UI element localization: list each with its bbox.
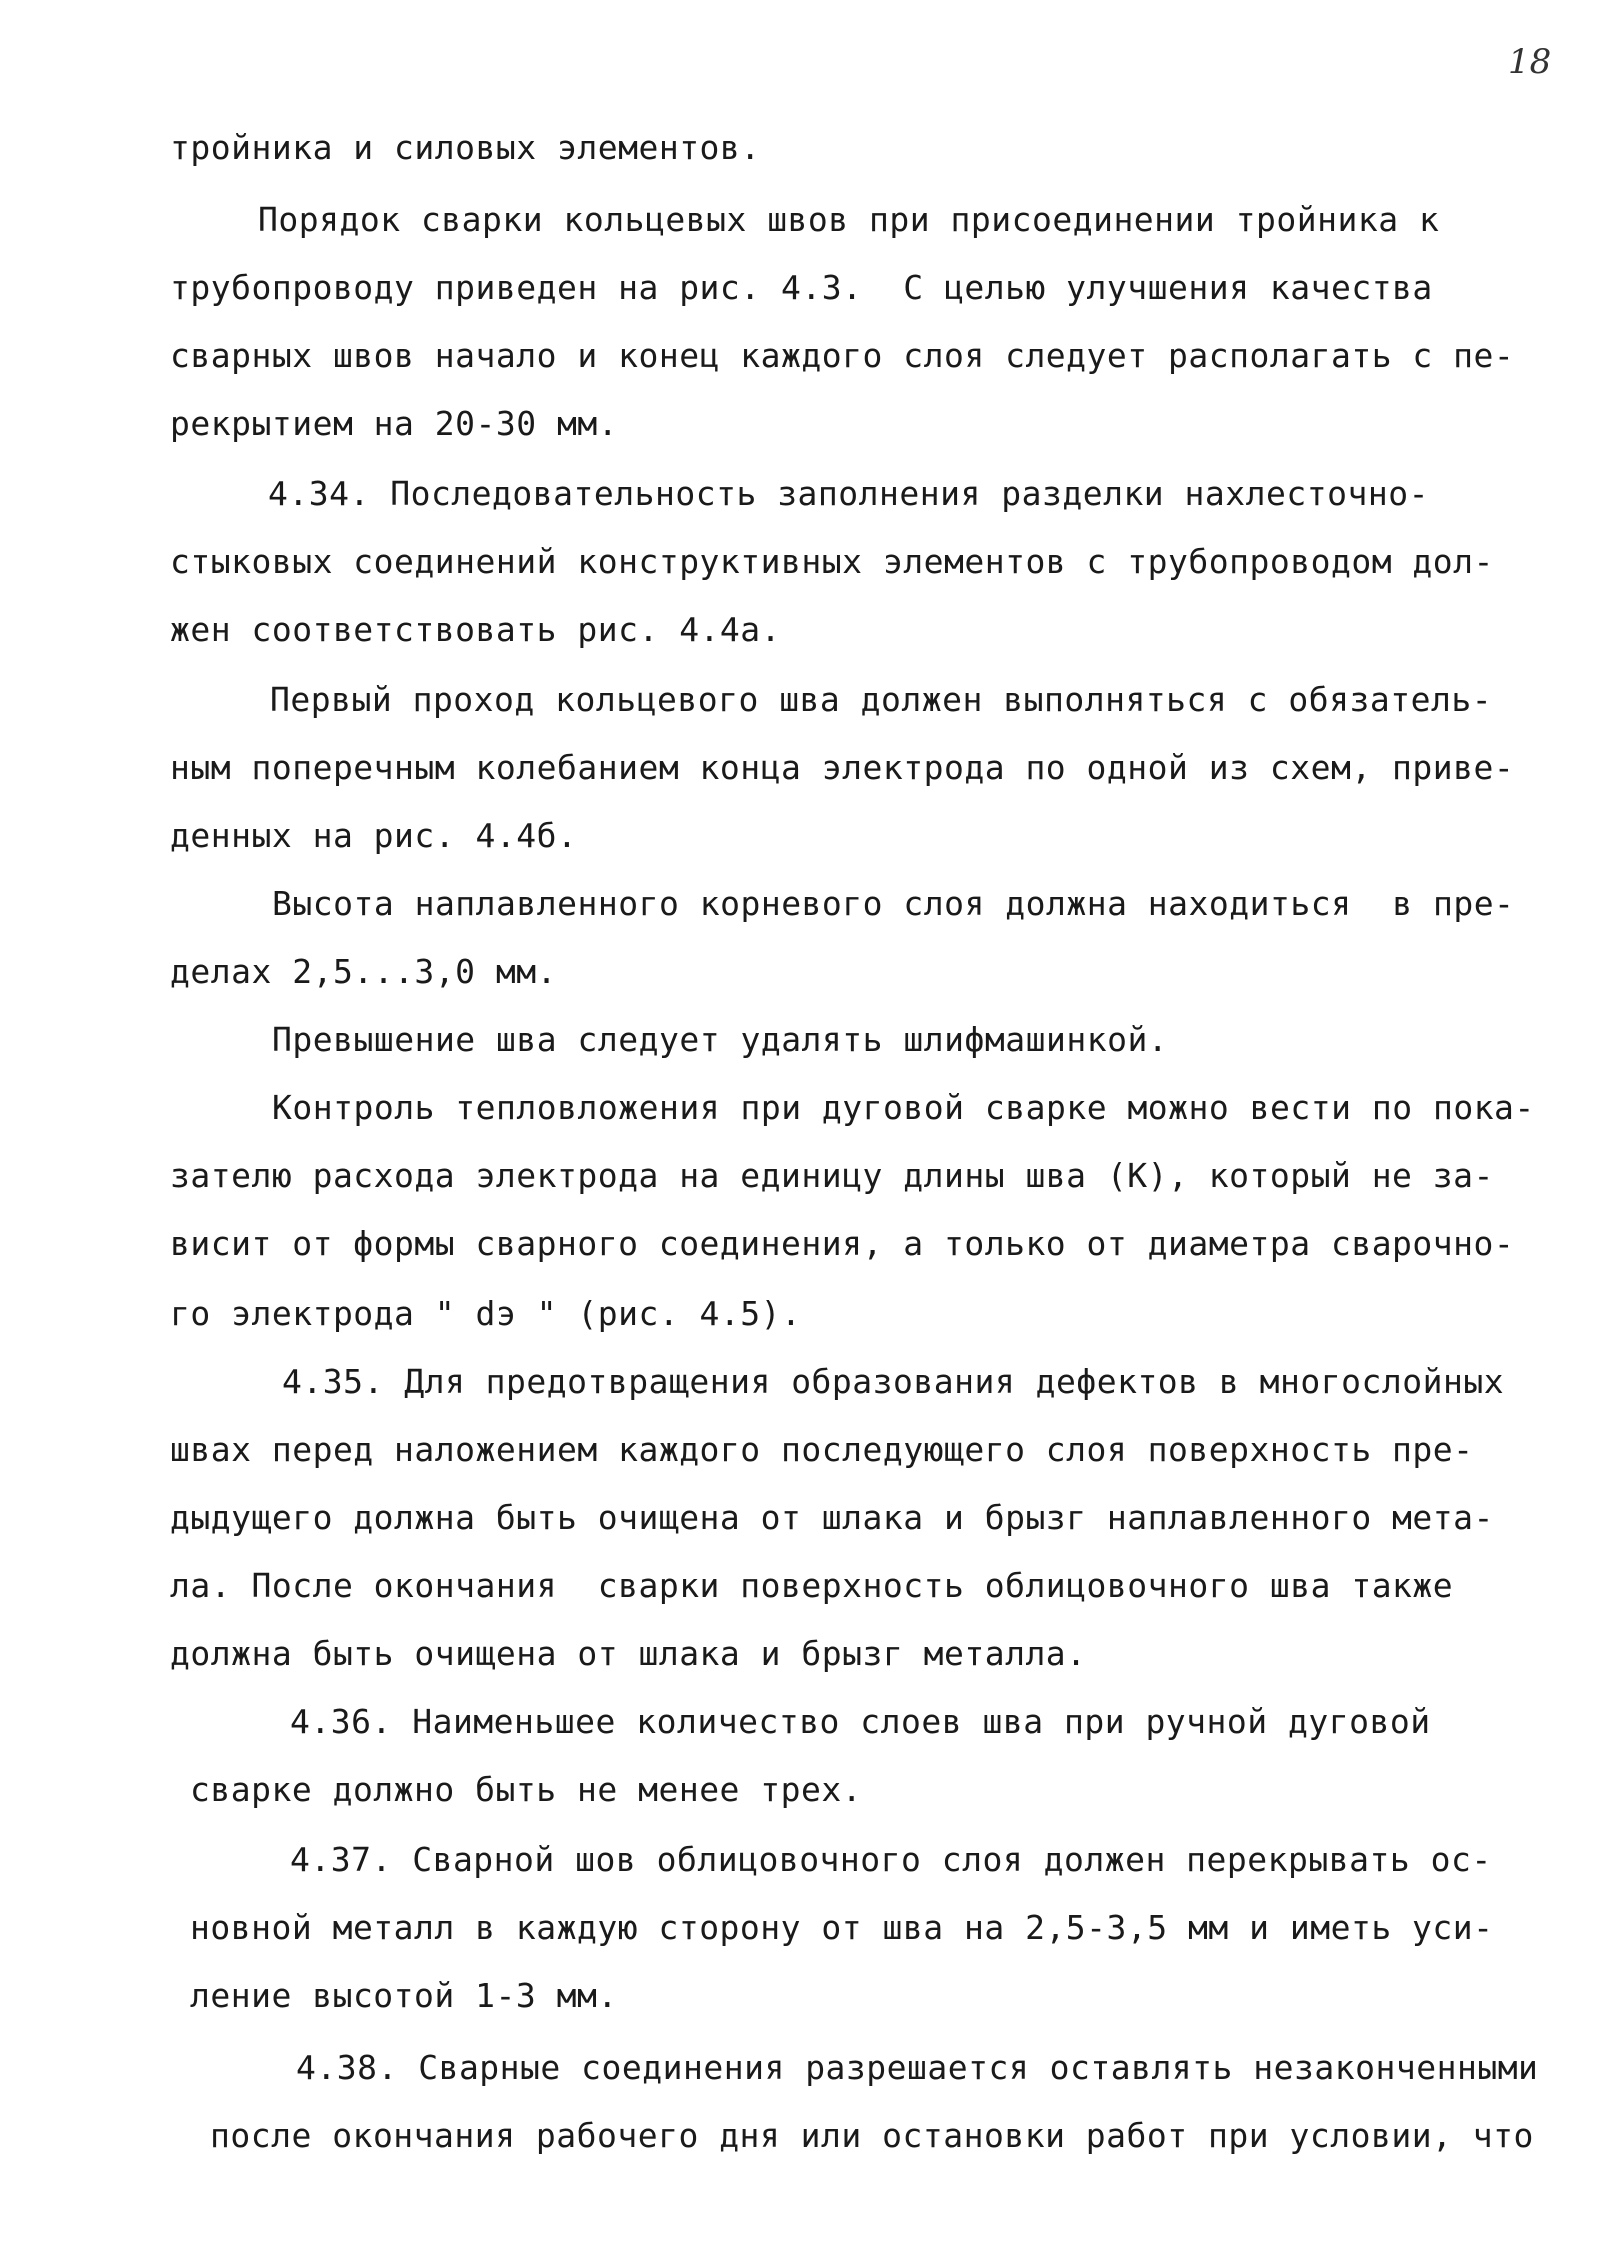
text-line: швах перед наложением каждого последующего слоя поверхность пре- xyxy=(170,1430,1474,1469)
text-line: стыковых соединений конструктивных элементов с трубопроводом дол- xyxy=(170,542,1494,581)
text-line: Порядок сварки кольцевых швов при присоединении тройника к xyxy=(258,200,1440,239)
text-line: трубопроводу приведен на рис. 4.3. С целью улучшения качества xyxy=(170,268,1433,307)
text-line: должна быть очищена от шлака и брызг металла. xyxy=(170,1634,1087,1673)
text-line: 4.38. Сварные соединения разрешается оставлять незаконченными xyxy=(296,2048,1539,2087)
text-line: го электрода " dэ " (рис. 4.5). xyxy=(170,1294,802,1333)
text-line: рекрытием на 20-30 мм. xyxy=(170,404,619,443)
text-line: 4.34. Последовательность заполнения разделки нахлесточно- xyxy=(268,474,1429,513)
text-line: денных на рис. 4.4б. xyxy=(170,816,578,855)
text-line: дыдущего должна быть очищена от шлака и брызг наплавленного мета- xyxy=(170,1498,1494,1537)
text-line: жен соответствовать рис. 4.4а. xyxy=(170,610,782,649)
text-line: 4.37. Сварной шов облицовочного слоя должен перекрывать ос- xyxy=(290,1840,1492,1879)
text-line: зателю расхода электрода на единицу длины шва (К), который не за- xyxy=(170,1156,1494,1195)
text-line: сварке должно быть не менее трех. xyxy=(190,1770,863,1809)
text-line: ла. После окончания сварки поверхность облицовочного шва также xyxy=(170,1566,1454,1605)
text-line: Превышение шва следует удалять шлифмашинкой. xyxy=(272,1020,1169,1059)
text-line: ление высотой 1-3 мм. xyxy=(190,1976,618,2015)
text-line: сварных швов начало и конец каждого слоя следует располагать с пе- xyxy=(170,336,1515,375)
text-line: висит от формы сварного соединения, а только от диаметра сварочно- xyxy=(170,1224,1515,1263)
text-line: Контроль тепловложения при дуговой сварке можно вести по пока- xyxy=(272,1088,1535,1127)
text-line: 4.36. Наименьшее количество слоев шва при ручной дуговой xyxy=(290,1702,1431,1741)
text-line: после окончания рабочего дня или остановки работ при условии, что xyxy=(210,2116,1534,2155)
text-line: ным поперечным колебанием конца электрода по одной из схем, приве- xyxy=(170,748,1515,787)
text-line: 4.35. Для предотвращения образования дефектов в многослойных xyxy=(282,1362,1505,1401)
text-line: тройника и силовых элементов. xyxy=(170,128,761,167)
text-line: Первый проход кольцевого шва должен выполняться с обязатель- xyxy=(270,680,1493,719)
text-line: Высота наплавленного корневого слоя должна находиться в пре- xyxy=(272,884,1515,923)
page-number: 18 xyxy=(1508,42,1552,82)
text-line: делах 2,5...3,0 мм. xyxy=(170,952,557,991)
text-line: новной металл в каждую сторону от шва на 2,5-3,5 мм и иметь уси- xyxy=(190,1908,1494,1947)
